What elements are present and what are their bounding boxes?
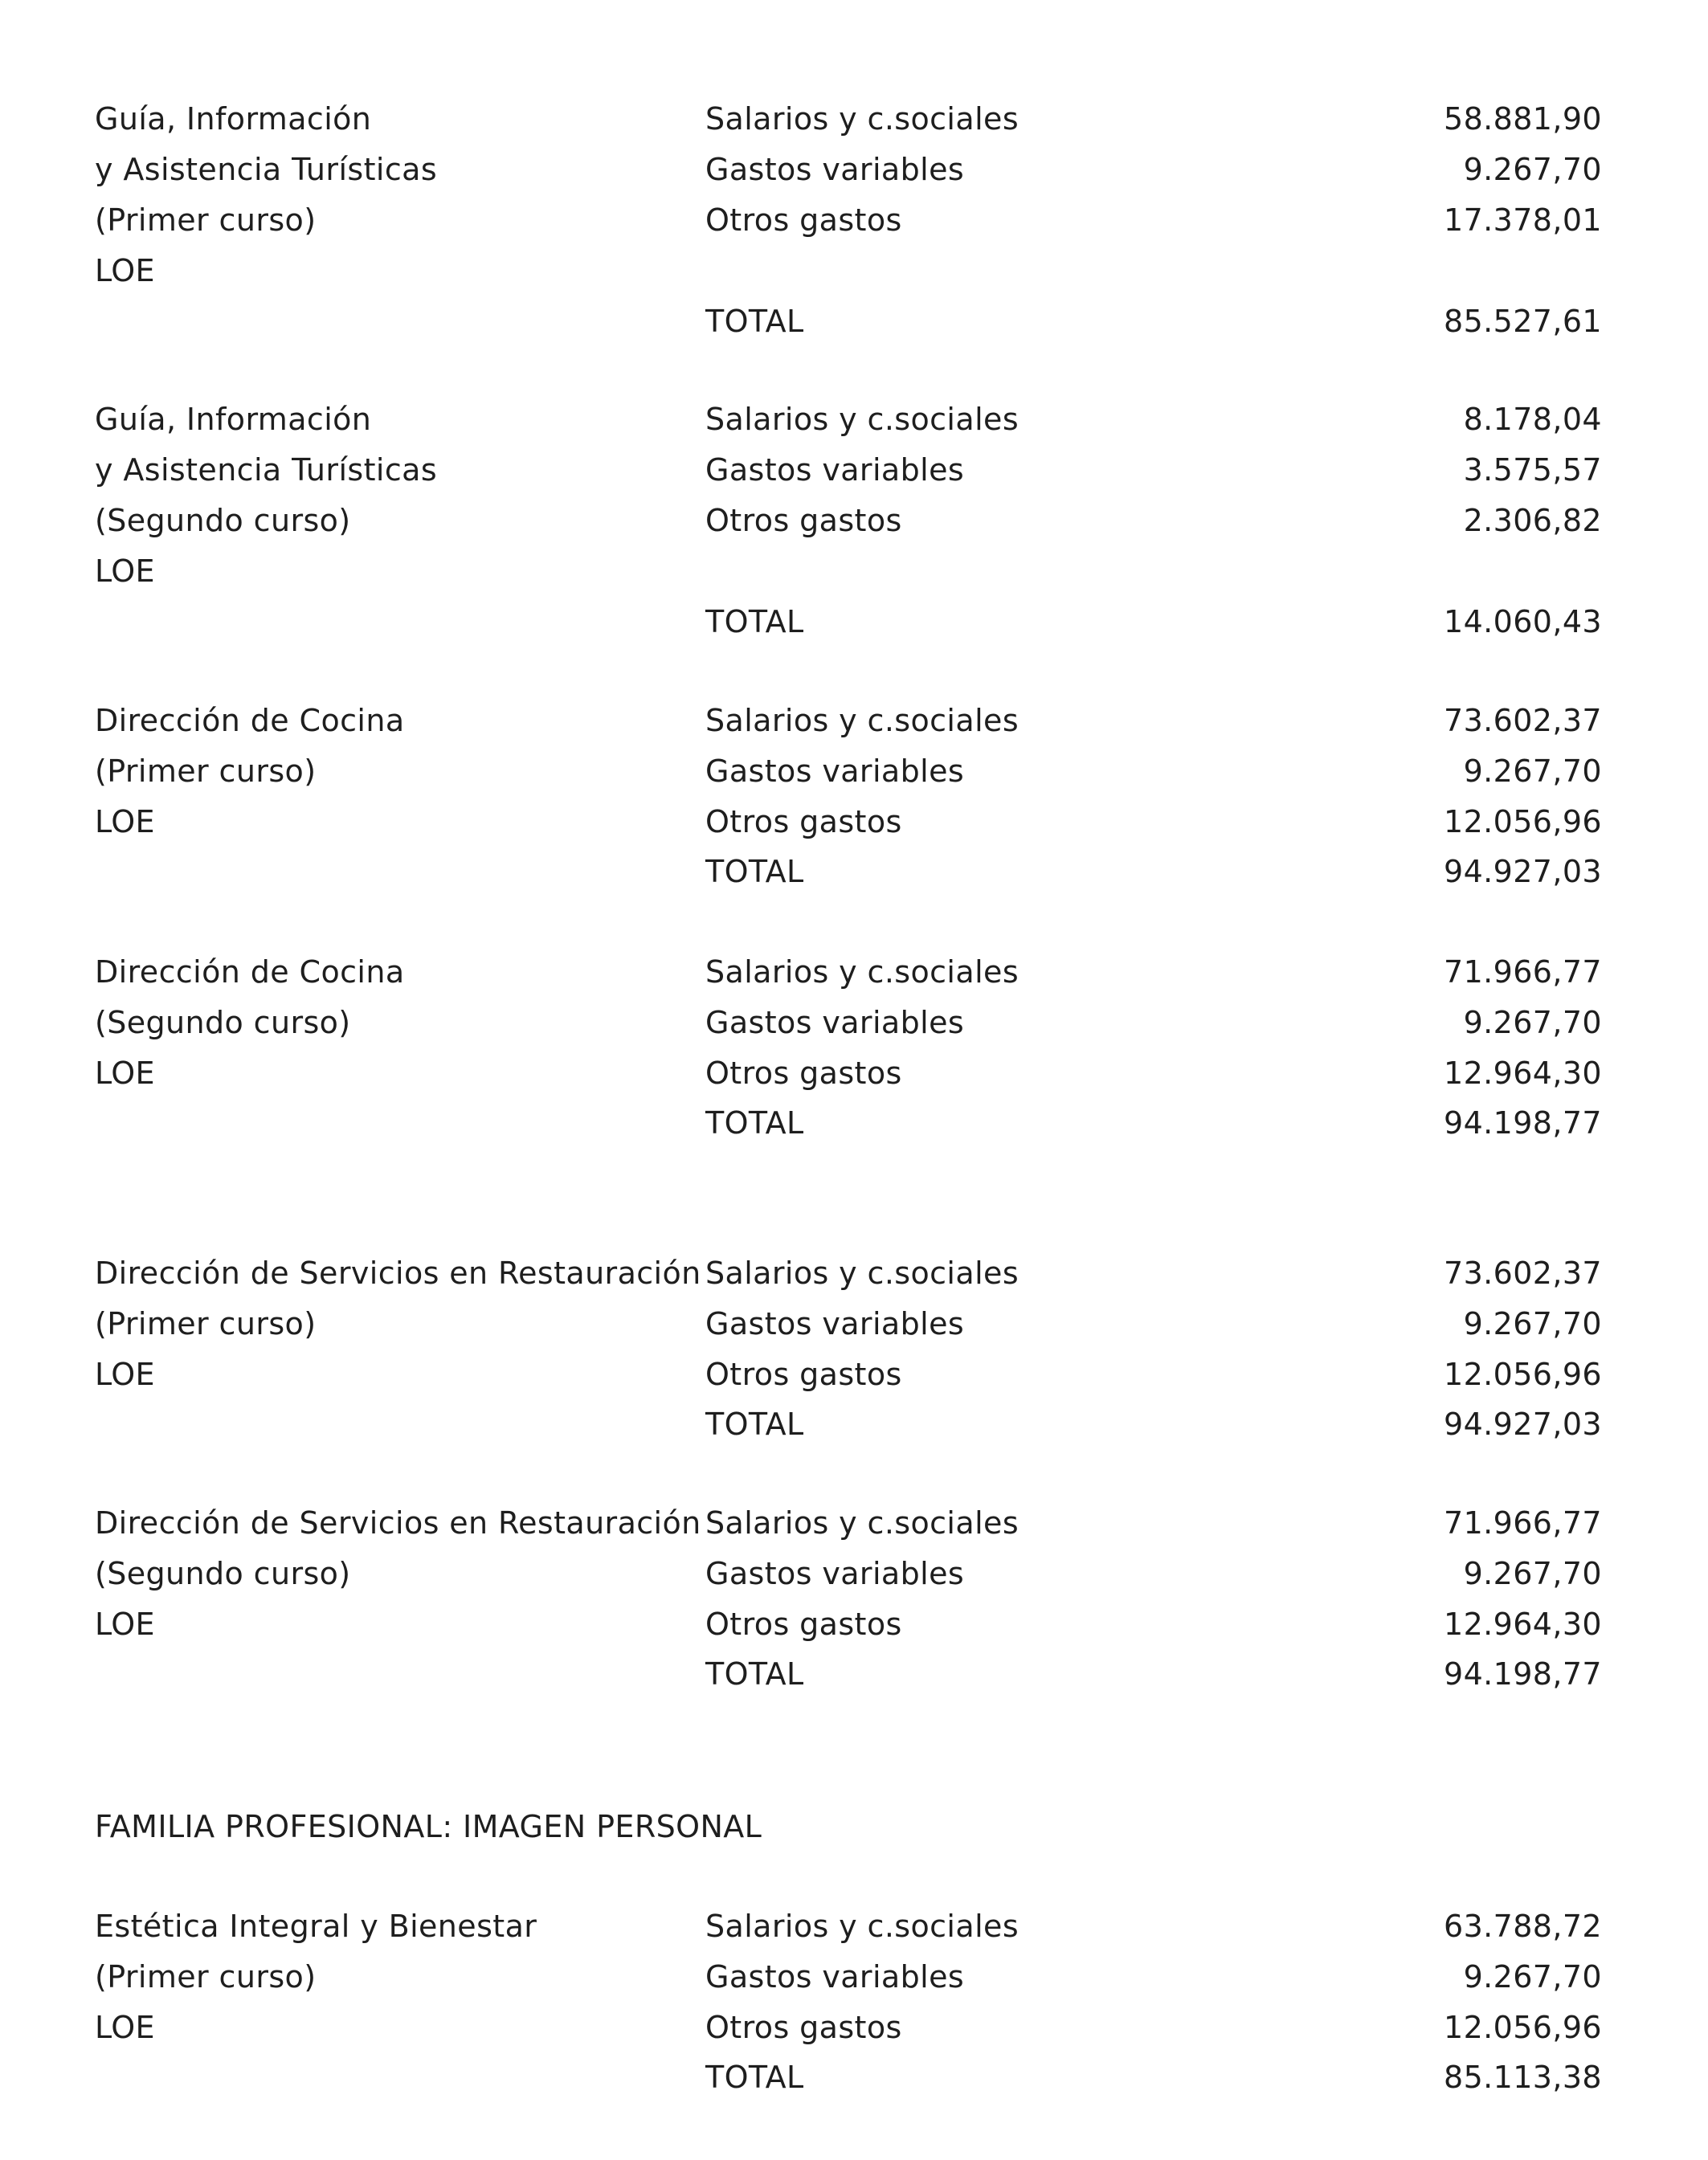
total-amount: 94.927,03 (1444, 1407, 1602, 1442)
cost-amount: 8.178,04 (1463, 402, 1602, 437)
block-row (0, 696, 1708, 745)
block-row (0, 998, 1708, 1047)
total-label: TOTAL (705, 854, 804, 889)
course-name-line: Dirección de Servicios en Restauración (95, 1505, 701, 1541)
block-row (0, 445, 1708, 495)
course-law: LOE (95, 553, 155, 589)
course-law: LOE (95, 1607, 155, 1642)
total-amount: 14.060,43 (1444, 604, 1602, 639)
block-row (0, 394, 1708, 444)
course-law: LOE (95, 253, 155, 288)
block-row (0, 797, 1708, 847)
cost-amount: 12.056,96 (1444, 2010, 1602, 2045)
cost-amount: 9.267,70 (1463, 753, 1602, 789)
cost-amount: 71.966,77 (1444, 954, 1602, 990)
course-name-line: Guía, Información (95, 402, 372, 437)
block-row (0, 1901, 1708, 1951)
course-law: LOE (95, 1357, 155, 1392)
cost-concept: Otros gastos (705, 503, 902, 538)
total-label: TOTAL (705, 304, 804, 339)
cost-amount: 63.788,72 (1444, 1909, 1602, 1944)
cost-amount: 2.306,82 (1463, 503, 1602, 538)
cost-concept: Otros gastos (705, 804, 902, 839)
cost-amount: 9.267,70 (1463, 1306, 1602, 1341)
block-row (0, 546, 1708, 596)
total-row (0, 1098, 1708, 1148)
cost-concept: Gastos variables (705, 1005, 965, 1040)
cost-amount: 12.056,96 (1444, 1357, 1602, 1392)
cost-amount: 71.966,77 (1444, 1505, 1602, 1541)
cost-amount: 73.602,37 (1444, 703, 1602, 738)
total-row (0, 847, 1708, 896)
total-row (0, 1399, 1708, 1449)
course-name-line: y Asistencia Turísticas (95, 152, 438, 187)
block-row (0, 746, 1708, 796)
total-amount: 94.927,03 (1444, 854, 1602, 889)
cost-amount: 12.056,96 (1444, 804, 1602, 839)
total-label: TOTAL (705, 1656, 804, 1692)
cost-amount: 9.267,70 (1463, 152, 1602, 187)
cost-concept: Salarios y c.sociales (705, 1909, 1019, 1944)
block-row (0, 1498, 1708, 1548)
family-heading: FAMILIA PROFESIONAL: IMAGEN PERSONAL (95, 1809, 762, 1844)
cost-concept: Salarios y c.sociales (705, 402, 1019, 437)
course-name-line: Dirección de Cocina (95, 703, 405, 738)
course-name-line: Dirección de Servicios en Restauración (95, 1256, 701, 1291)
total-row (0, 296, 1708, 346)
block-row (0, 94, 1708, 144)
cost-concept: Gastos variables (705, 753, 965, 789)
cost-concept: Salarios y c.sociales (705, 954, 1019, 990)
cost-amount: 12.964,30 (1444, 1607, 1602, 1642)
total-label: TOTAL (705, 604, 804, 639)
course-name-line: Dirección de Cocina (95, 954, 405, 990)
cost-amount: 3.575,57 (1463, 452, 1602, 488)
course-year: (Segundo curso) (95, 1005, 351, 1040)
block-row (0, 145, 1708, 194)
cost-concept: Otros gastos (705, 2010, 902, 2045)
block-row (0, 1299, 1708, 1349)
total-amount: 85.527,61 (1444, 304, 1602, 339)
total-label: TOTAL (705, 1105, 804, 1141)
course-year: (Segundo curso) (95, 1556, 351, 1591)
cost-amount: 58.881,90 (1444, 101, 1602, 137)
total-amount: 85.113,38 (1444, 2060, 1602, 2095)
course-year: (Primer curso) (95, 202, 317, 238)
course-law: LOE (95, 2010, 155, 2045)
cost-concept: Salarios y c.sociales (705, 101, 1019, 137)
block-row (0, 1248, 1708, 1298)
course-year: (Primer curso) (95, 1306, 317, 1341)
cost-concept: Gastos variables (705, 1556, 965, 1591)
cost-concept: Otros gastos (705, 1056, 902, 1091)
block-row (0, 496, 1708, 545)
cost-concept: Otros gastos (705, 1607, 902, 1642)
course-year: (Segundo curso) (95, 503, 351, 538)
cost-amount: 17.378,01 (1444, 202, 1602, 238)
cost-amount: 9.267,70 (1463, 1556, 1602, 1591)
block-row (0, 1599, 1708, 1649)
cost-concept: Salarios y c.sociales (705, 1505, 1019, 1541)
total-row (0, 597, 1708, 647)
block-row (0, 1048, 1708, 1098)
cost-amount: 73.602,37 (1444, 1256, 1602, 1291)
total-label: TOTAL (705, 1407, 804, 1442)
cost-amount: 9.267,70 (1463, 1005, 1602, 1040)
course-year: (Primer curso) (95, 753, 317, 789)
total-amount: 94.198,77 (1444, 1656, 1602, 1692)
cost-concept: Salarios y c.sociales (705, 703, 1019, 738)
cost-concept: Otros gastos (705, 1357, 902, 1392)
total-row (0, 2052, 1708, 2102)
cost-amount: 12.964,30 (1444, 1056, 1602, 1091)
total-amount: 94.198,77 (1444, 1105, 1602, 1141)
cost-concept: Gastos variables (705, 1306, 965, 1341)
course-year: (Primer curso) (95, 1959, 317, 1995)
course-name-line: Estética Integral y Bienestar (95, 1909, 537, 1944)
block-row (0, 2003, 1708, 2052)
course-law: LOE (95, 804, 155, 839)
block-row (0, 947, 1708, 997)
course-law: LOE (95, 1056, 155, 1091)
block-row (0, 1952, 1708, 2002)
block-row (0, 195, 1708, 245)
total-row (0, 1649, 1708, 1699)
cost-concept: Salarios y c.sociales (705, 1256, 1019, 1291)
total-label: TOTAL (705, 2060, 804, 2095)
cost-amount: 9.267,70 (1463, 1959, 1602, 1995)
course-name-line: y Asistencia Turísticas (95, 452, 438, 488)
block-row (0, 1549, 1708, 1599)
cost-concept: Gastos variables (705, 152, 965, 187)
cost-concept: Gastos variables (705, 452, 965, 488)
cost-concept: Gastos variables (705, 1959, 965, 1995)
cost-concept: Otros gastos (705, 202, 902, 238)
block-row (0, 246, 1708, 296)
course-name-line: Guía, Información (95, 101, 372, 137)
block-row (0, 1349, 1708, 1399)
